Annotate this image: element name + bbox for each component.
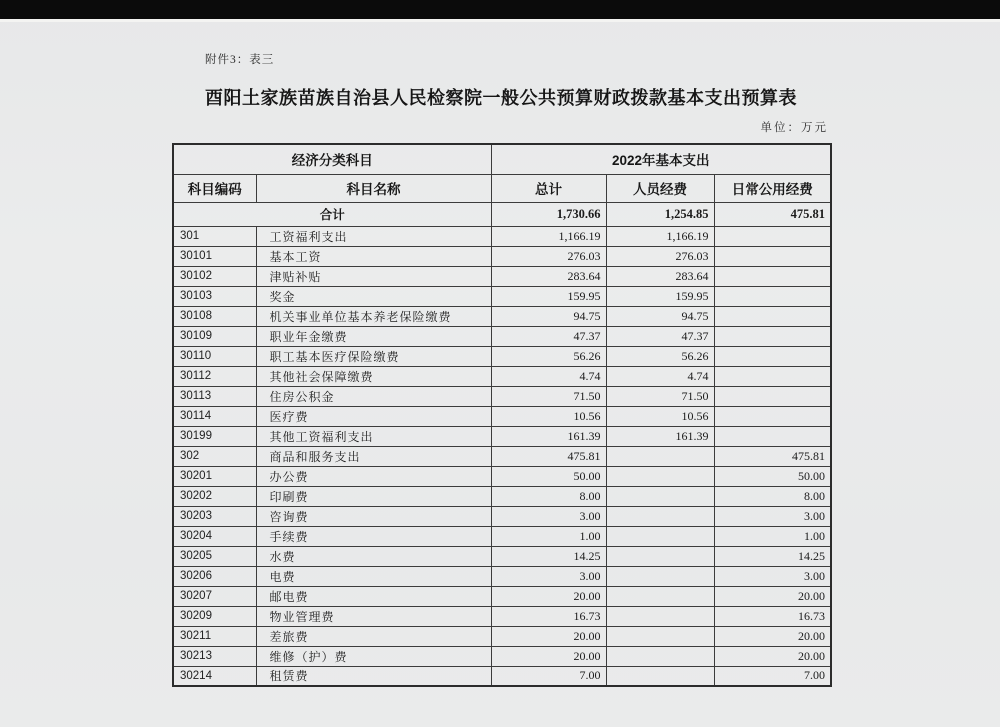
- daily-public-cell: 3.00: [714, 506, 831, 526]
- table-body: [173, 202, 831, 686]
- total-cell: 161.39: [491, 426, 606, 446]
- personnel-cell: 283.64: [606, 266, 714, 286]
- subject-name-cell: 邮电费: [256, 586, 491, 606]
- daily-public-cell: [714, 386, 831, 406]
- total-cell: 159.95: [491, 286, 606, 306]
- personnel-cell: [606, 466, 714, 486]
- subject-code-cell: 30209: [173, 606, 256, 626]
- table-row: [173, 386, 831, 406]
- total-cell: 1.00: [491, 526, 606, 546]
- subject-name-cell: 住房公积金: [256, 386, 491, 406]
- subject-code-cell: 30214: [173, 666, 256, 686]
- total-cell: 56.26: [491, 346, 606, 366]
- subject-code-cell: 30102: [173, 266, 256, 286]
- personnel-cell: [606, 526, 714, 546]
- subject-code-cell: 30201: [173, 466, 256, 486]
- subject-code-cell: 30202: [173, 486, 256, 506]
- subject-name-cell: 工资福利支出: [256, 226, 491, 246]
- subject-code-cell: 30112: [173, 366, 256, 386]
- subject-code-cell: 30204: [173, 526, 256, 546]
- personnel-cell: 276.03: [606, 246, 714, 266]
- table-row: [173, 606, 831, 626]
- daily-public-cell: [714, 326, 831, 346]
- total-cell: 16.73: [491, 606, 606, 626]
- table-row: [173, 506, 831, 526]
- personnel-cell: 94.75: [606, 306, 714, 326]
- total-cell: 7.00: [491, 666, 606, 686]
- grand-total-label-cell: 合计: [173, 202, 491, 226]
- daily-public-cell: 475.81: [714, 446, 831, 466]
- subject-name-cell: 医疗费: [256, 406, 491, 426]
- subject-code-cell: 30205: [173, 546, 256, 566]
- personnel-cell: [606, 626, 714, 646]
- daily-public-cell: 1.00: [714, 526, 831, 546]
- personnel-cell: 47.37: [606, 326, 714, 346]
- subject-name-cell: 职业年金缴费: [256, 326, 491, 346]
- subject-name-cell: 租赁费: [256, 666, 491, 686]
- daily-public-cell: [714, 246, 831, 266]
- subject-name-cell: 基本工资: [256, 246, 491, 266]
- daily-public-cell: 16.73: [714, 606, 831, 626]
- subject-code-cell: 30211: [173, 626, 256, 646]
- table-row: [173, 566, 831, 586]
- header-row-groups: [173, 144, 831, 174]
- subject-name-cell: 电费: [256, 566, 491, 586]
- total-cell: 94.75: [491, 306, 606, 326]
- total-cell: 3.00: [491, 506, 606, 526]
- daily-public-cell: [714, 346, 831, 366]
- subject-name-header: 科目名称: [256, 174, 491, 202]
- total-cell: 47.37: [491, 326, 606, 346]
- personnel-cell: [606, 666, 714, 686]
- table-row: [173, 406, 831, 426]
- subject-name-cell: 职工基本医疗保险缴费: [256, 346, 491, 366]
- subject-code-cell: 30103: [173, 286, 256, 306]
- subject-code-cell: 30206: [173, 566, 256, 586]
- table-row: [173, 626, 831, 646]
- daily-public-cell: 14.25: [714, 546, 831, 566]
- economic-class-header: 经济分类科目: [173, 144, 491, 174]
- subject-code-cell: 30207: [173, 586, 256, 606]
- scanner-edge-band: [0, 0, 1000, 19]
- table-row: [173, 646, 831, 666]
- daily-public-cell: 8.00: [714, 486, 831, 506]
- total-header: 总计: [491, 174, 606, 202]
- table-row: [173, 246, 831, 266]
- daily-public-funds-header: 日常公用经费: [714, 174, 831, 202]
- personnel-funds-header: 人员经费: [606, 174, 714, 202]
- subject-name-cell: 奖金: [256, 286, 491, 306]
- total-cell: 8.00: [491, 486, 606, 506]
- table-row: [173, 326, 831, 346]
- grand-total-personnel-cell: 1,254.85: [606, 202, 714, 226]
- subject-code-cell: 30109: [173, 326, 256, 346]
- table-row: [173, 366, 831, 386]
- daily-public-cell: 3.00: [714, 566, 831, 586]
- subject-code-cell: 302: [173, 446, 256, 466]
- total-cell: 1,166.19: [491, 226, 606, 246]
- daily-public-cell: 20.00: [714, 646, 831, 666]
- personnel-cell: [606, 646, 714, 666]
- grand-total-sum-cell: 1,730.66: [491, 202, 606, 226]
- daily-public-cell: [714, 366, 831, 386]
- subject-name-cell: 商品和服务支出: [256, 446, 491, 466]
- personnel-cell: [606, 566, 714, 586]
- table-row: [173, 286, 831, 306]
- daily-public-cell: [714, 226, 831, 246]
- personnel-cell: [606, 486, 714, 506]
- subject-code-cell: 30113: [173, 386, 256, 406]
- subject-code-cell: 30108: [173, 306, 256, 326]
- personnel-cell: [606, 506, 714, 526]
- total-cell: 71.50: [491, 386, 606, 406]
- total-cell: 20.00: [491, 586, 606, 606]
- subject-name-cell: 津贴补贴: [256, 266, 491, 286]
- personnel-cell: 159.95: [606, 286, 714, 306]
- grand-total-daily-cell: 475.81: [714, 202, 831, 226]
- total-cell: 14.25: [491, 546, 606, 566]
- subject-code-header: 科目编码: [173, 174, 256, 202]
- personnel-cell: 1,166.19: [606, 226, 714, 246]
- total-cell: 3.00: [491, 566, 606, 586]
- daily-public-cell: 20.00: [714, 586, 831, 606]
- daily-public-cell: 7.00: [714, 666, 831, 686]
- subject-code-cell: 30114: [173, 406, 256, 426]
- basic-expenditure-2022-header: 2022年基本支出: [491, 144, 831, 174]
- header-row-columns: [173, 174, 831, 202]
- subject-code-cell: 30101: [173, 246, 256, 266]
- subject-name-cell: 其他社会保障缴费: [256, 366, 491, 386]
- personnel-cell: [606, 586, 714, 606]
- grand-total-row: [173, 202, 831, 226]
- total-cell: 10.56: [491, 406, 606, 426]
- total-cell: 4.74: [491, 366, 606, 386]
- table-row: [173, 306, 831, 326]
- table-row: [173, 586, 831, 606]
- personnel-cell: 10.56: [606, 406, 714, 426]
- table-row: [173, 426, 831, 446]
- daily-public-cell: [714, 286, 831, 306]
- subject-code-cell: 30213: [173, 646, 256, 666]
- total-cell: 276.03: [491, 246, 606, 266]
- personnel-cell: [606, 606, 714, 626]
- personnel-cell: 56.26: [606, 346, 714, 366]
- subject-name-cell: 维修（护）费: [256, 646, 491, 666]
- subject-name-cell: 手续费: [256, 526, 491, 546]
- subject-code-cell: 30203: [173, 506, 256, 526]
- table-row: [173, 346, 831, 366]
- total-cell: 20.00: [491, 646, 606, 666]
- personnel-cell: 4.74: [606, 366, 714, 386]
- subject-code-cell: 30199: [173, 426, 256, 446]
- subject-name-cell: 其他工资福利支出: [256, 426, 491, 446]
- personnel-cell: [606, 446, 714, 466]
- table-row: [173, 486, 831, 506]
- daily-public-cell: [714, 426, 831, 446]
- table-row: [173, 226, 831, 246]
- table-row: [173, 666, 831, 686]
- total-cell: 283.64: [491, 266, 606, 286]
- total-cell: 20.00: [491, 626, 606, 646]
- table-row: [173, 466, 831, 486]
- total-cell: 50.00: [491, 466, 606, 486]
- subject-name-cell: 咨询费: [256, 506, 491, 526]
- personnel-cell: 71.50: [606, 386, 714, 406]
- daily-public-cell: [714, 406, 831, 426]
- subject-name-cell: 物业管理费: [256, 606, 491, 626]
- daily-public-cell: 50.00: [714, 466, 831, 486]
- subject-name-cell: 差旅费: [256, 626, 491, 646]
- attachment-note: 附件3：表三: [205, 54, 275, 66]
- table-row: [173, 266, 831, 286]
- total-cell: 475.81: [491, 446, 606, 466]
- subject-code-cell: 30110: [173, 346, 256, 366]
- document-title: 酉阳土家族苗族自治县人民检察院一般公共预算财政拨款基本支出预算表: [205, 88, 797, 108]
- subject-name-cell: 水费: [256, 546, 491, 566]
- personnel-cell: 161.39: [606, 426, 714, 446]
- scanner-edge-highlight: [0, 19, 1000, 22]
- subject-name-cell: 机关事业单位基本养老保险缴费: [256, 306, 491, 326]
- subject-name-cell: 办公费: [256, 466, 491, 486]
- table-row: [173, 546, 831, 566]
- daily-public-cell: 20.00: [714, 626, 831, 646]
- subject-name-cell: 印刷费: [256, 486, 491, 506]
- budget-table: [172, 143, 832, 687]
- table-row: [173, 446, 831, 466]
- daily-public-cell: [714, 266, 831, 286]
- personnel-cell: [606, 546, 714, 566]
- table-row: [173, 526, 831, 546]
- daily-public-cell: [714, 306, 831, 326]
- unit-note: 单位：万元: [760, 122, 828, 134]
- subject-code-cell: 301: [173, 226, 256, 246]
